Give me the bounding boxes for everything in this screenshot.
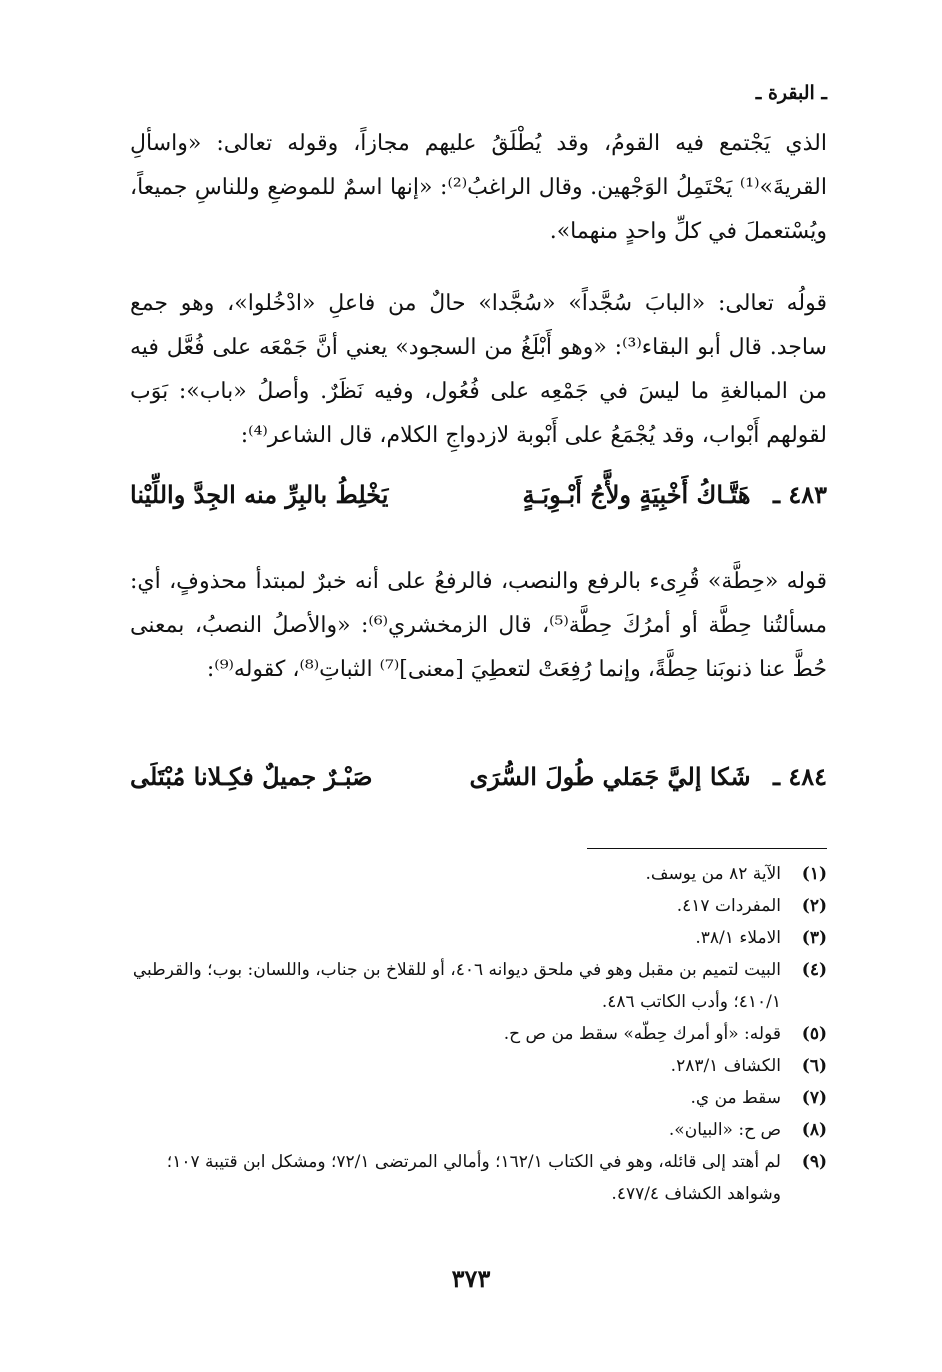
footnote-6: (٦) الكشاف ٢٨٣/١. (670, 1056, 827, 1076)
running-header: ـ البقرة ـ (755, 82, 827, 104)
verse-number: ٤٨٣ ـ (772, 480, 827, 509)
page-number: ٣٧٣ (451, 1264, 491, 1293)
paragraph-3: قوله «حِطَّة» قُرِىء بالرفع والنصب، فالرفعُ على أنه خبرٌ لمبتدأ محذوفٍ، أي: مسألتُنا حِطَّة أو أمرُكَ حِطَّة⁽⁵⁾، قال الزمخشري⁽⁶⁾: «والأصلُ النصبُ، بمعنى حُطَّ عنا ذنوبَنا حِطَّةً، وإنما رُفِعَتْ لتعطِيَ [معنى]⁽⁷⁾ الثباتِ⁽⁸⁾، كقوله⁽⁹⁾: (130, 569, 827, 682)
footnote-divider (587, 848, 827, 849)
paragraph-1: الذي يَجْتمع فيه القومُ، وقد يُطْلَقُ عليهم مجازاً، وقوله تعالى: «واسألِ القريةَ»⁽¹⁾ يَحْتَمِلُ الوَجْهين. وقال الراغبُ⁽²⁾: «إنها اسمٌ للموضعِ وللناسِ جميعاً، ويُسْتعملَ في كلِّ واحدٍ منهما». (130, 131, 827, 244)
verse-484 (130, 762, 827, 791)
footnote-1: (١) الآية ٨٢ من يوسف. (645, 864, 827, 884)
verse-number: ٤٨٤ ـ (772, 762, 827, 791)
footnote-9: (٩) لم أهتد إلى قائله، وهو في الكتاب ١٦٢/١؛ وأمالي المرتضى ٧٢/١؛ ومشكل ابن قتيبة ١٠٧؛ وشواهد الكشاف ٤٧٧/٤. (166, 1152, 827, 1204)
paragraph-2-block (130, 282, 827, 458)
footnote-2: (٢) المفردات ٤١٧. (676, 896, 827, 916)
footnote-5: (٥) قوله: «أو أمرك حِطّه» سقط من ص ح. (503, 1024, 827, 1044)
verse-483 (130, 480, 827, 509)
verse-hemistich-second: صَبْـرٌ جميلٌ فكِـلانا مُبْتَلَى (130, 762, 373, 791)
footnotes (130, 858, 827, 1210)
footnote-7: (٧) سقط من ي. (690, 1088, 827, 1108)
verse-hemistich-first: هَتَّـاكُ أَخْبِيَةٍ ولأَّجُ أَبْـوِبَـةٍ (522, 480, 751, 509)
footnote-4: (٤) البيت لتميم بن مقبل وهو في ملحق ديوانه ٤٠٦، أو للقلاخ بن جناب، واللسان: بوب؛ والقرطبي ٤١٠/١؛ وأدب الكاتب ٤٨٦. (132, 960, 827, 1012)
verse-hemistich-second: يَخْلِطُ بالبِرِّ منه الجِدَّ واللِّيْنا (130, 480, 389, 509)
paragraph-2: قولُه تعالى: «البابَ سُجَّداً» «سُجَّدا» حالٌ من فاعلِ «ادْخُلوا»، وهو جمع ساجد. قال أبو البقاء⁽³⁾: «وهو أَبْلَغُ من السجود» يعني أنَّ جَمْعَه على فُعَّل فيه من المبالغةِ ما ليسَ في جَمْعِه على فُعُول، وفيه نَظَرٌ. وأصلُ «باب»: بَوَب لقولهم أَبْواب، وقد يُجْمَعُ على أَبْوبة لازدواجِ الكلام، قال الشاعر⁽⁴⁾: (130, 291, 827, 448)
paragraph-3-block (130, 560, 827, 692)
footnote-8: (٨) ص ح: «البيان». (668, 1120, 827, 1140)
footnote-3: (٣) الاملاء ٣٨/١. (695, 928, 827, 948)
paragraph-1-block (130, 122, 827, 254)
verse-hemistich-first: شَكا إليَّ جَمَلي طُولَ السُّرَى (469, 762, 751, 791)
